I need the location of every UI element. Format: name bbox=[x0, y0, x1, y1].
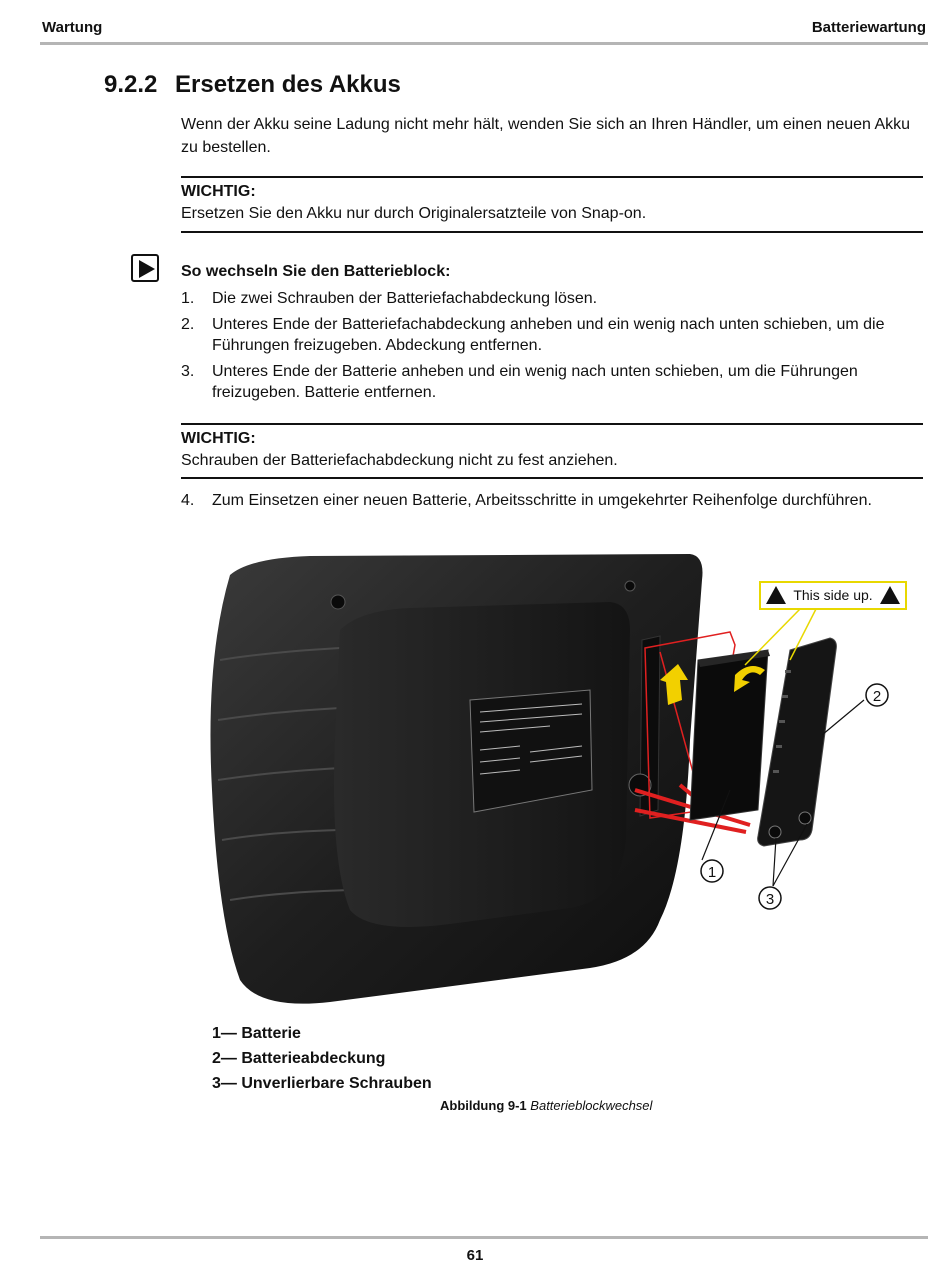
legend-item: 2— Batterieabdeckung bbox=[212, 1050, 386, 1067]
step-text: Unteres Ende der Batterie anheben und ein wenig nach unten schieben, um die Führungen freizugeben. Batterie entfernen. bbox=[212, 363, 858, 401]
section-title bbox=[104, 71, 401, 99]
note-label: WICHTIG: bbox=[181, 183, 256, 200]
section-heading: Ersetzen des Akkus bbox=[175, 71, 401, 98]
step-number: 4. bbox=[181, 492, 195, 509]
header-chapter: Wartung bbox=[42, 19, 103, 36]
caption-label: Abbildung 9-1 bbox=[440, 1098, 527, 1113]
figure-caption bbox=[440, 1098, 652, 1113]
callout-1 bbox=[701, 860, 723, 882]
legend-item: 3— Unverlierbare Schrauben bbox=[212, 1075, 432, 1092]
note-label: WICHTIG: bbox=[181, 430, 256, 447]
list-item bbox=[181, 361, 926, 403]
procedure-arrow-icon bbox=[131, 254, 159, 282]
svg-text:1: 1 bbox=[707, 864, 717, 881]
callout-3 bbox=[759, 887, 781, 909]
page-number: 61 bbox=[466, 1247, 484, 1264]
caption-text: Batterieblockwechsel bbox=[530, 1098, 653, 1113]
svg-text:2: 2 bbox=[872, 688, 882, 705]
step-text: Unteres Ende der Batteriefachabdeckung anheben und ein wenig nach unten schieben, um die Führungen freizugeben. Abdeckung entfernen. bbox=[212, 316, 885, 354]
device-illustration bbox=[190, 540, 930, 1020]
important-note bbox=[181, 423, 923, 479]
figure-legend bbox=[212, 1021, 432, 1096]
captive-screw bbox=[799, 812, 811, 824]
section-number: 9.2.2 bbox=[104, 71, 158, 98]
this-side-up-text: This side up. bbox=[793, 587, 873, 603]
list-item bbox=[181, 314, 926, 356]
important-note bbox=[181, 176, 923, 233]
step-text: Zum Einsetzen einer neuen Batterie, Arbeitsschritte in umgekehrter Reihenfolge durchführen. bbox=[212, 492, 872, 509]
list-item bbox=[181, 288, 926, 309]
svg-text:3: 3 bbox=[765, 891, 775, 908]
legend-item: 1— Batterie bbox=[212, 1025, 301, 1042]
battery bbox=[690, 650, 768, 820]
footer-divider bbox=[40, 1236, 928, 1239]
header-topic: Batteriewartung bbox=[811, 19, 926, 36]
step-number: 2. bbox=[181, 316, 195, 333]
captive-screw bbox=[769, 826, 781, 838]
note-text: Ersetzen Sie den Akku nur durch Originalersatzteile von Snap-on. bbox=[181, 205, 647, 222]
battery-cover bbox=[758, 638, 837, 846]
step-text: Die zwei Schrauben der Batteriefachabdeckung lösen. bbox=[212, 290, 598, 307]
step-number: 1. bbox=[181, 290, 195, 307]
note-text: Schrauben der Batteriefachabdeckung nicht zu fest anziehen. bbox=[181, 452, 618, 469]
list-item bbox=[181, 492, 872, 510]
procedure-steps bbox=[181, 288, 926, 408]
intro-paragraph: Wenn der Akku seine Ladung nicht mehr hält, wenden Sie sich an Ihren Händler, um einen neuen Akku zu bestellen. bbox=[181, 116, 911, 156]
callout-2 bbox=[866, 684, 888, 706]
procedure-title: So wechseln Sie den Batterieblock: bbox=[181, 263, 451, 280]
battery-replacement-figure bbox=[190, 540, 930, 1020]
header-divider bbox=[40, 42, 928, 45]
step-number: 3. bbox=[181, 363, 195, 380]
